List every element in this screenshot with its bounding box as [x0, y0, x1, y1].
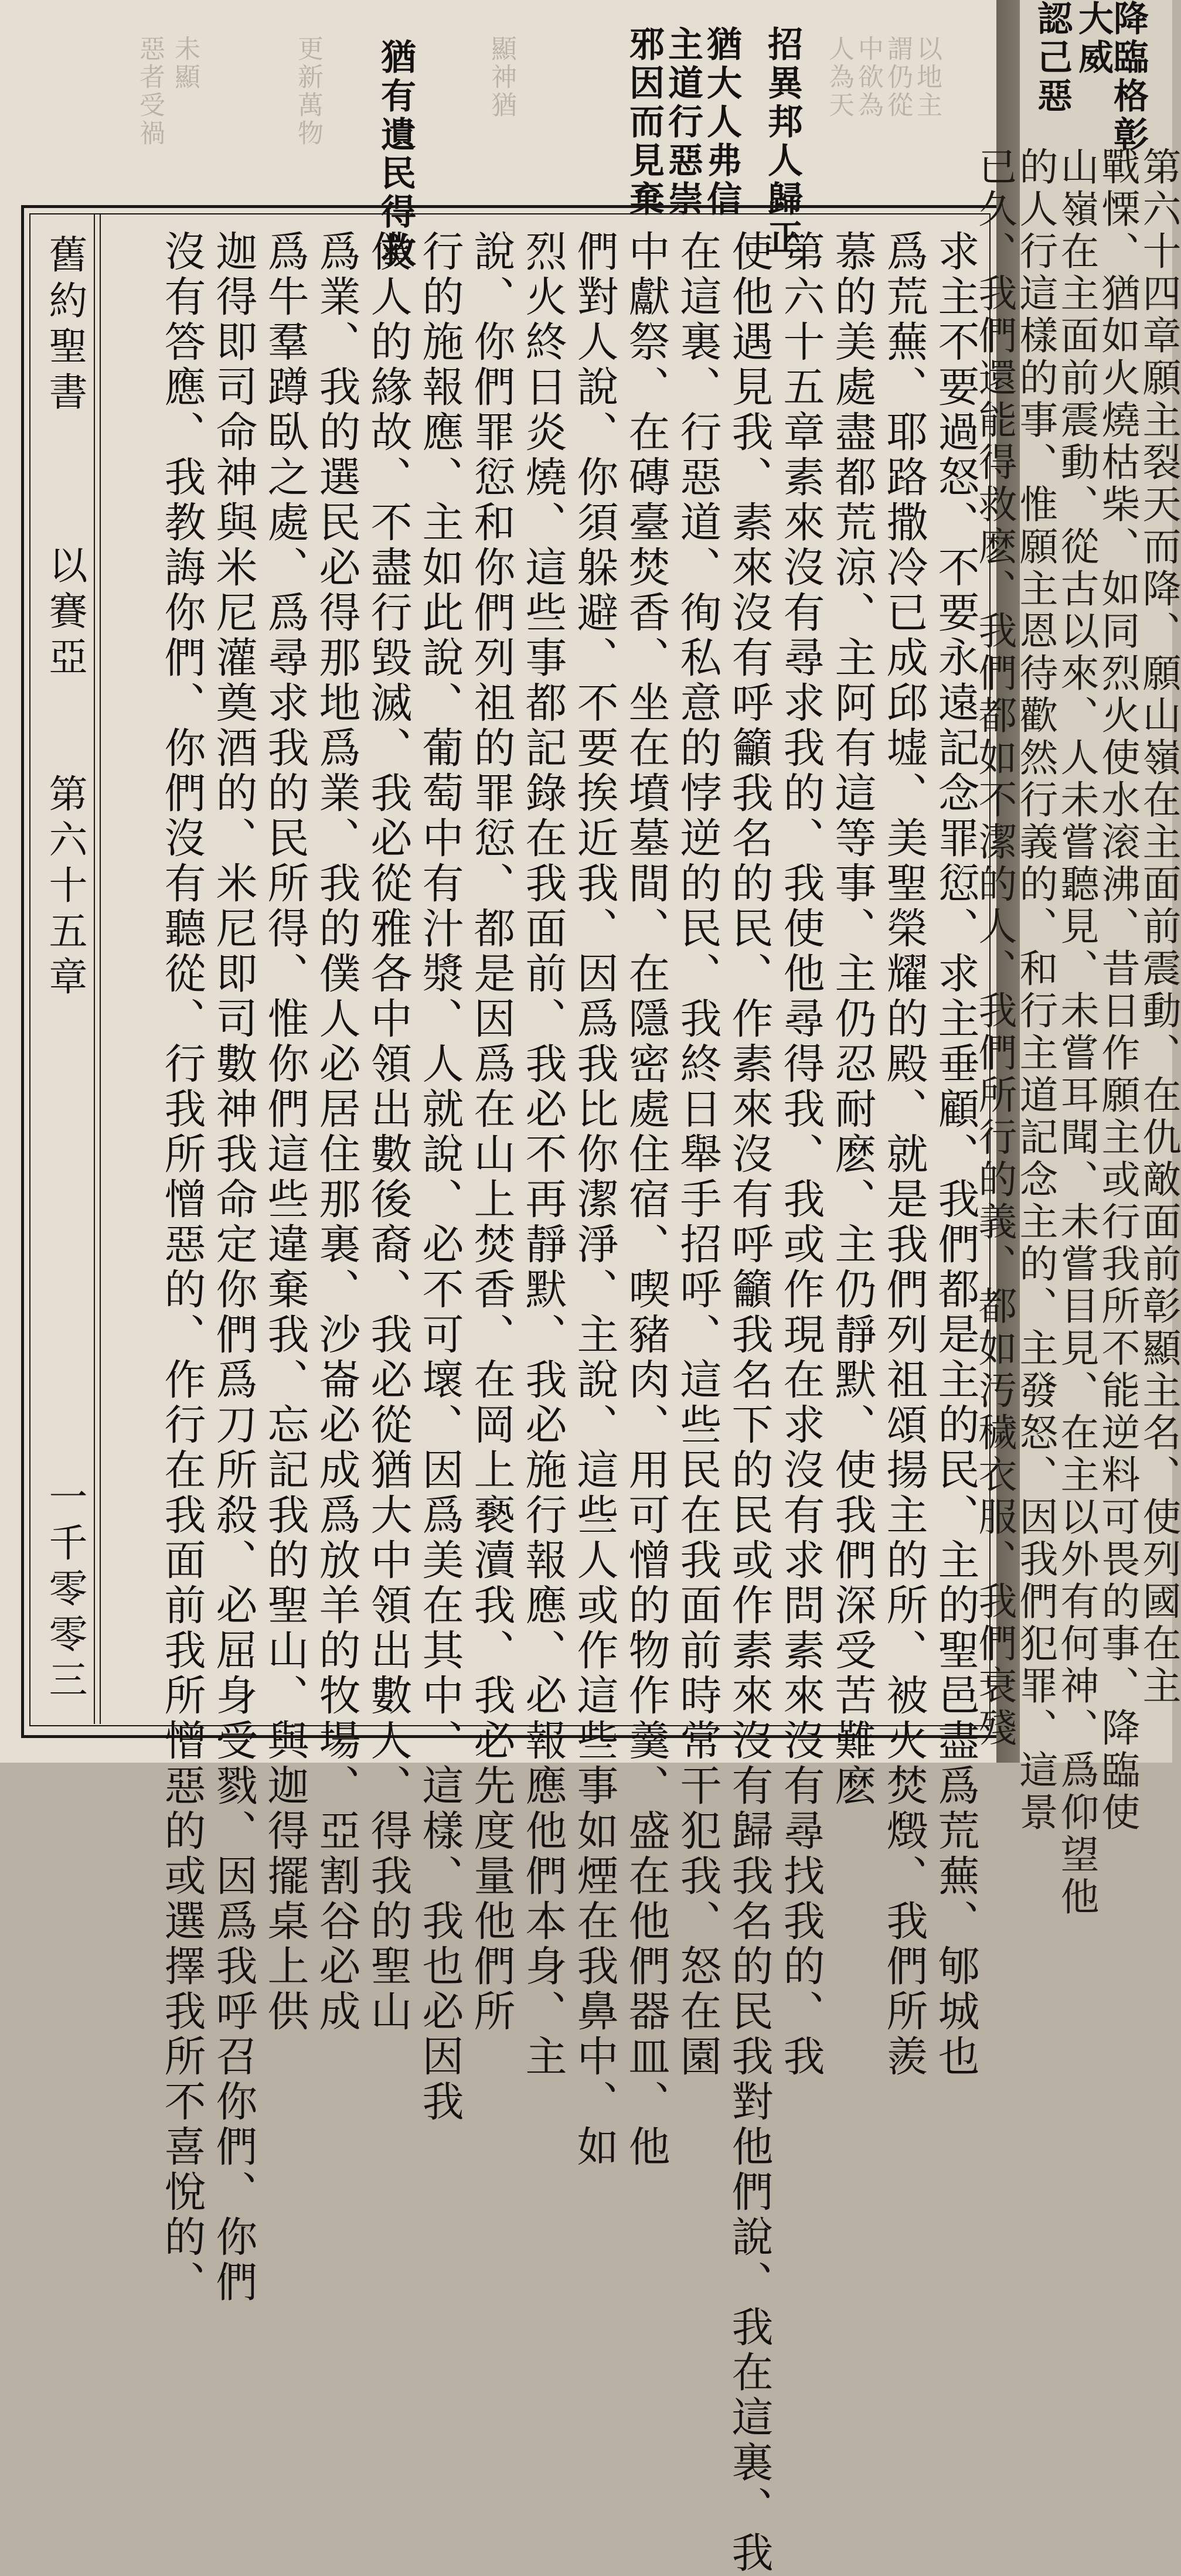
next-page-column-3: 山嶺在主面前震動、從古以來、人未嘗聽見、未嘗耳聞、未嘗目見、在主以外有何神、爲仰望他 — [1054, 146, 1099, 1919]
text-column-7: 中獻祭、在磚臺焚香、坐在墳墓間、在隱密處住宿、喫豬肉、用可憎的物作羹、盛在他們器皿、他 — [622, 230, 671, 2170]
text-column-16: 沒有答應、我教誨你們、你們沒有聽從、行我所憎惡的、作行在我面前我所憎惡的或選擇我所不喜悅的、 — [158, 230, 206, 2305]
text-column-10: 說、你們罪愆和你們列祖的罪愆、都是因爲在山上焚香、在岡上褻瀆我、我必先度量他們所 — [467, 230, 516, 2035]
text-column-3: 慕的美處盡都荒涼、主阿有這等事、主仍忍耐麽、主仍靜默、使我們深受苦難麽 — [828, 230, 877, 1809]
next-page-header-2: 大威 — [1073, 0, 1114, 77]
text-column-2: 爲荒蕪、耶路撒冷已成邱墟、美聖榮耀的殿、就是我們列祖頌揚主的所、被火焚燬、我們所羨 — [880, 230, 928, 2080]
chapter-label: 第六十五章 — [42, 774, 87, 1002]
margin-faint-text-6: 更新萬物 — [293, 35, 323, 148]
text-column-13: 爲業、我的選民必得那地爲業、我的僕人必居住那裏、沙崙必成爲放羊的牧場、亞割谷必成 — [312, 230, 361, 2035]
next-page-header-3: 認己惡 — [1032, 0, 1073, 116]
margin-note-remnant: 猶有遺民得救 — [375, 39, 416, 271]
text-column-14: 爲牛羣蹲臥之處、爲尋求我的民所得、惟你們這些違棄我、忘記我的聖山、與迦得擺桌上供 — [261, 230, 309, 2035]
text-column-6: 在這裏、行惡道、徇私意的悖逆的民、我終日舉手招呼、這些民在我面前時常干犯我、怒在園 — [673, 230, 722, 2080]
margin-faint-text-3: 中欲為 — [853, 35, 883, 120]
text-column-11: 行的施報應、主如此說、葡萄中有汁漿、人就說、必不可壞、因爲美在其中、這樣、我也必因我 — [416, 230, 464, 2125]
text-column-12: 僕人的緣故、不盡行毀滅、我必從雅各中領出數後裔、我必從猶大中領出數人、得我的聖山 — [364, 230, 413, 2035]
margin-faint-text-4: 人為天 — [824, 35, 854, 120]
next-page-header-1: 降臨格彰 — [1108, 0, 1149, 155]
margin-faint-text-8: 惡者受禍 — [135, 35, 165, 148]
margin-note-judah-line1: 猶大人弗信 — [701, 26, 742, 219]
adjacent-page — [972, 0, 1181, 1919]
text-column-15: 迦得即司命神與米尼灌奠酒的、米尼即司數神我命定你們爲刀所殺、必屈身受戮、因爲我呼召你們、你們 — [209, 230, 258, 2305]
next-page-column-2: 戰慄、猶如火燒枯柴、如同烈火使水滚沸、昔日作願主或行我所不能逆料可畏的事、降臨使 — [1095, 146, 1140, 1834]
margin-note-gentiles: 招異邦人歸正 — [762, 26, 803, 258]
margin-faint-text-7: 未顯 — [170, 35, 200, 91]
margin-faint-text-5: 顯神猶 — [486, 35, 516, 120]
margin-faint-text-1: 以地主 — [912, 35, 942, 120]
next-page-column-1: 第六十四章願主裂天而降、願山嶺在主面前震動、在仇敵面前彰顯主名、使列國在主 — [1136, 146, 1181, 1708]
text-column-5: 使他遇見我、素來沒有呼籲我名的民、作素來沒有呼籲我名下的民或作素來沒有歸我名的民我對他們說、我在這裏、我 — [725, 230, 774, 2576]
book-title: 舊約聖書 — [42, 234, 87, 417]
text-column-1: 求主不要過怒、不要永遠記念罪愆、求主垂顧、我們都是主的民、主的聖邑盡爲荒蕪、郇城也 — [931, 230, 980, 2080]
book-name: 以賽亞 — [42, 545, 87, 682]
text-column-4: 第六十五章素來沒有尋求我的、我使他尋得我、我或作現在求沒有求問素來沒有尋找我的、我 — [777, 230, 825, 2080]
page-number: 一千零零三 — [42, 1477, 87, 1705]
margin-faint-text-2: 謂仍從 — [883, 35, 913, 120]
margin-note-judah-line2: 主道行惡崇 — [662, 26, 703, 219]
text-column-8: 們對人說、你須躲避、不要挨近我、因爲我比你潔淨、主說、這些人或作這些事如煙在我鼻中、如 — [570, 230, 619, 2170]
next-page-column-5: 已久、我們還能得救麽、我們都如不潔的人、我們所行的義、都如汚穢衣服、我們衰殘 — [972, 146, 1017, 1750]
footer-divider-left — [94, 213, 95, 1724]
next-page-column-4: 的人行這樣的事、惟願主恩待歡然行義的、和行主道記念主的、主發怒、因我們犯罪、這景 — [1013, 146, 1058, 1834]
text-column-9: 烈火終日炎燒、這些事都記錄在我面前、我必不再靜默、我必施行報應、必報應他們本身、主 — [519, 230, 567, 2080]
footer-divider-right — [100, 213, 101, 1724]
margin-note-judah-line3: 邪因而見棄 — [624, 26, 665, 219]
